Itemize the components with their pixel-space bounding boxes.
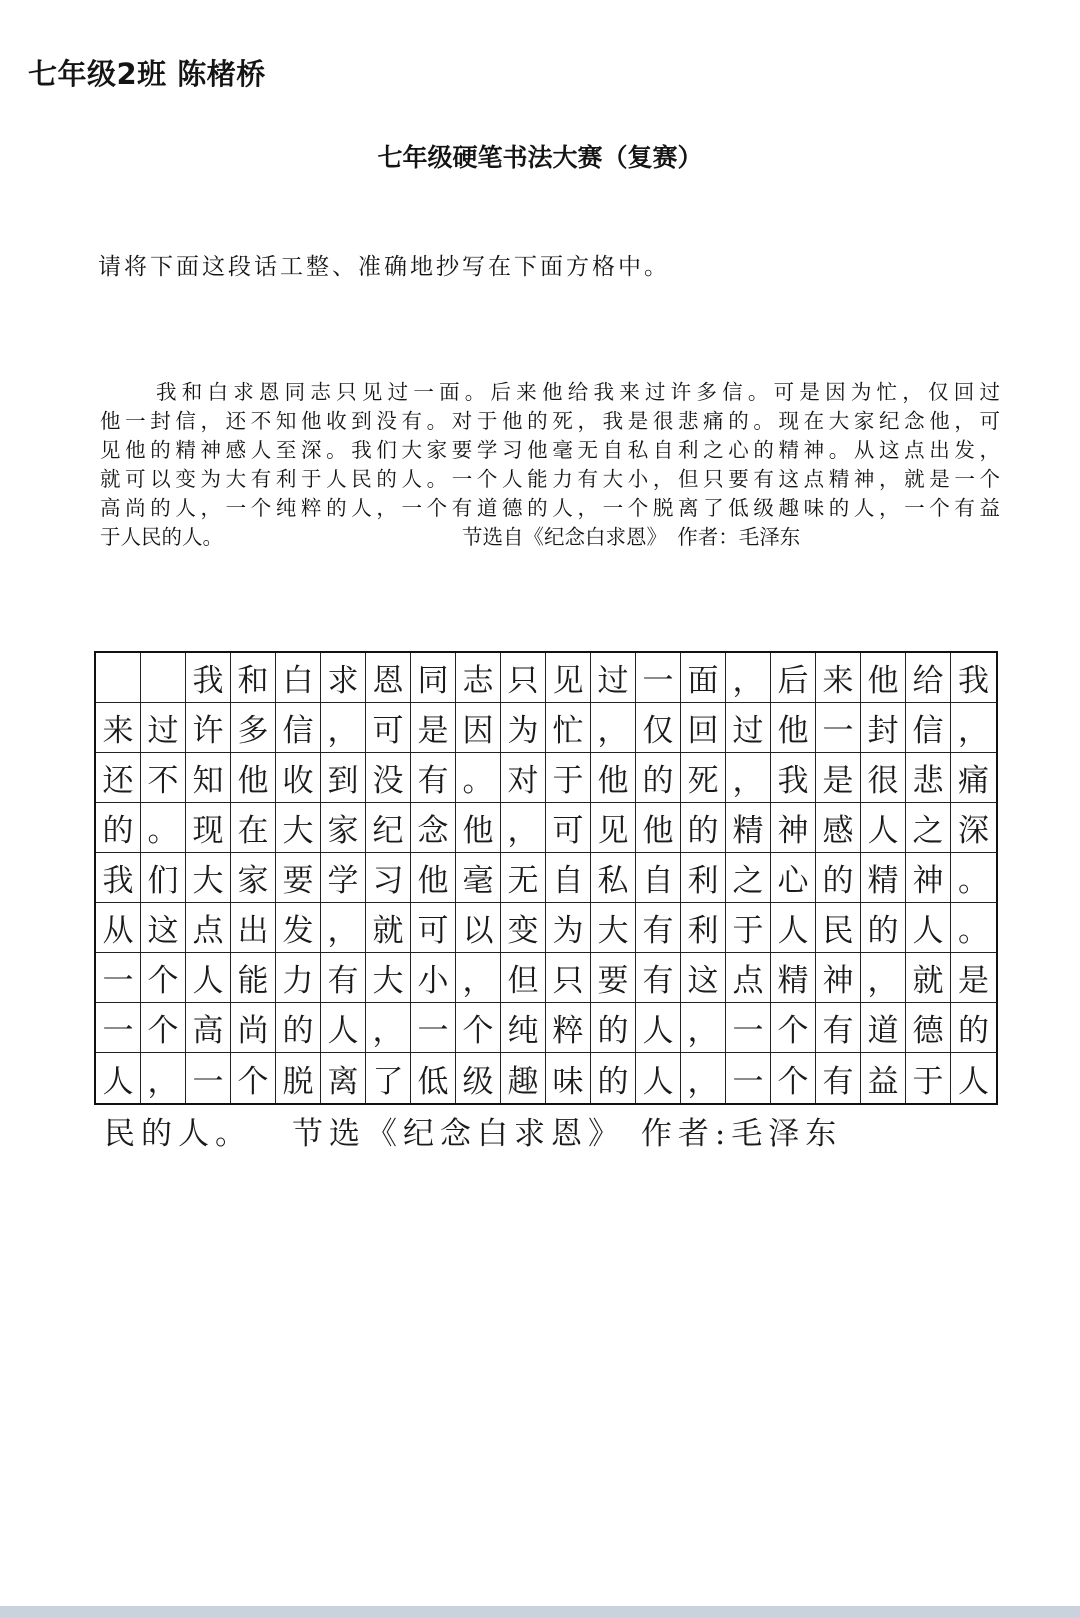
passage-line: 于人民的人。 [100, 525, 223, 549]
grid-cell: 点 [726, 953, 771, 1003]
grid-cell: 家 [321, 803, 366, 853]
grid-cell: 在 [231, 803, 276, 853]
grid-cell: 神 [816, 953, 861, 1003]
grid-cell: 以 [456, 903, 501, 953]
grid-cell: 利 [681, 903, 726, 953]
grid-cell: 自 [546, 853, 591, 903]
grid-cell: 多 [231, 703, 276, 753]
grid-cell: 到 [321, 753, 366, 803]
grid-cell: 只 [546, 953, 591, 1003]
handwritten-trailing-line [104, 1108, 842, 1153]
grid-cell: 之 [726, 853, 771, 903]
student-name: 七年级2班 陈楮桥 [28, 57, 266, 91]
grid-cell: 家 [231, 853, 276, 903]
grid-cell: 他 [411, 853, 456, 903]
grid-cell: 个 [141, 1003, 186, 1053]
grid-cell: 人 [321, 1003, 366, 1053]
grid-cell: 仅 [636, 703, 681, 753]
grid-cell: 纯 [501, 1003, 546, 1053]
grid-cell: 是 [951, 953, 996, 1003]
grid-cell: 一 [726, 1003, 771, 1053]
grid-cell: 他 [771, 703, 816, 753]
grid-cell: 为 [501, 703, 546, 753]
grid-cell: 很 [861, 753, 906, 803]
grid-cell: 道 [861, 1003, 906, 1053]
grid-cell: 精 [726, 803, 771, 853]
grid-cell: 的 [636, 753, 681, 803]
grid-cell: 我 [186, 653, 231, 703]
grid-cell: 能 [231, 953, 276, 1003]
grid-cell: 出 [231, 903, 276, 953]
passage-last-line [100, 523, 1000, 552]
page-title: 七年级硬笔书法大赛（复赛） [377, 143, 703, 172]
grid-cell: 有 [816, 1003, 861, 1053]
grid-cell: 的 [951, 1003, 996, 1053]
grid-cell: 精 [861, 853, 906, 903]
grid-cell: 点 [186, 903, 231, 953]
grid-cell: 于 [546, 753, 591, 803]
grid-cell: ， [861, 953, 906, 1003]
grid-cell: 有 [411, 753, 456, 803]
grid-cell: 大 [366, 953, 411, 1003]
grid-cell: 收 [276, 753, 321, 803]
grid-cell: 的 [276, 1003, 321, 1053]
grid-cell: 利 [681, 853, 726, 903]
grid-cell: 可 [366, 703, 411, 753]
grid-cell: 给 [906, 653, 951, 703]
grid-cell: 心 [771, 853, 816, 903]
grid-cell: 过 [591, 653, 636, 703]
grid-cell: 志 [456, 653, 501, 703]
grid-cell: 益 [861, 1053, 906, 1103]
grid-cell: 毫 [456, 853, 501, 903]
scan-edge-strip [0, 1606, 1080, 1617]
passage-line: 见他的精神感人至深。我们大家要学习他毫无自私自利之心的精神。从这点出发， [100, 438, 1000, 462]
grid-cell: 尚 [231, 1003, 276, 1053]
grid-cell: 回 [681, 703, 726, 753]
grid-cell: 。 [951, 853, 996, 903]
grid-cell: 发 [276, 903, 321, 953]
writing-grid [94, 651, 998, 1105]
grid-cell: 来 [816, 653, 861, 703]
grid-cell: 个 [231, 1053, 276, 1103]
grid-cell: 许 [186, 703, 231, 753]
grid-cell: 忙 [546, 703, 591, 753]
grid-cell: 小 [411, 953, 456, 1003]
grid-cell: 人 [636, 1053, 681, 1103]
grid-cell: 这 [141, 903, 186, 953]
grid-cell: 要 [276, 853, 321, 903]
grid-cell: ， [141, 1053, 186, 1103]
grid-cell: 离 [321, 1053, 366, 1103]
grid-cell: 因 [456, 703, 501, 753]
grid-cell: 封 [861, 703, 906, 753]
grid-cell: 的 [681, 803, 726, 853]
grid-cell: 我 [96, 853, 141, 903]
grid-cell: 他 [591, 753, 636, 803]
grid-cell: 要 [591, 953, 636, 1003]
grid-cell: 的 [816, 853, 861, 903]
grid-cell: 现 [186, 803, 231, 853]
grid-cell: 但 [501, 953, 546, 1003]
grid-cell: 有 [636, 953, 681, 1003]
grid-cell: 面 [681, 653, 726, 703]
grid-cell: ， [321, 703, 366, 753]
grid-cell: 有 [636, 903, 681, 953]
grid-cell: 变 [501, 903, 546, 953]
grid-cell: 人 [636, 1003, 681, 1053]
passage-line: 就可以变为大有利于人民的人。一个人能力有大小，但只要有这点精神，就是一个 [100, 467, 1000, 491]
grid-cell: ， [366, 1003, 411, 1053]
grid-cell: 们 [141, 853, 186, 903]
grid-cell: 之 [906, 803, 951, 853]
grid-cell: 他 [231, 753, 276, 803]
grid-cell: 来 [96, 703, 141, 753]
grid-cell: 就 [366, 903, 411, 953]
grid-cell: 级 [456, 1053, 501, 1103]
grid-cell: 一 [96, 953, 141, 1003]
grid-cell: 高 [186, 1003, 231, 1053]
grid-cell: 过 [141, 703, 186, 753]
grid-cell: ， [681, 1053, 726, 1103]
grid-cell: 神 [906, 853, 951, 903]
grid-cell: 大 [186, 853, 231, 903]
grid-cell: 只 [501, 653, 546, 703]
grid-cell: 他 [861, 653, 906, 703]
grid-cell: 一 [411, 1003, 456, 1053]
grid-cell: 从 [96, 903, 141, 953]
grid-cell: 见 [591, 803, 636, 853]
grid-cell: 于 [726, 903, 771, 953]
grid-cell: 味 [546, 1053, 591, 1103]
grid-cell: 我 [771, 753, 816, 803]
grid-cell: 人 [771, 903, 816, 953]
grid-cell: 人 [186, 953, 231, 1003]
grid-cell: 个 [141, 953, 186, 1003]
grid-cell: 私 [591, 853, 636, 903]
grid-cell: 知 [186, 753, 231, 803]
grid-cell: ， [321, 903, 366, 953]
grid-cell: 的 [96, 803, 141, 853]
grid-cell: 纪 [366, 803, 411, 853]
trailing-source: 节选《纪念白求恩》 作者:毛泽东 [292, 1116, 843, 1152]
passage-source: 节选自《纪念白求恩》 作者：毛泽东 [462, 525, 801, 549]
grid-cell: 我 [951, 653, 996, 703]
grid-cell: 自 [636, 853, 681, 903]
grid-cell: 人 [958, 1063, 989, 1100]
grid-cell: 一 [96, 1003, 141, 1053]
grid-cell [141, 653, 186, 703]
grid-cell: 。 [456, 753, 501, 803]
grid-cell: ， [681, 1003, 726, 1053]
grid-cell: 念 [411, 803, 456, 853]
grid-cell: 大 [591, 903, 636, 953]
grid-cell: 个 [771, 1053, 816, 1103]
grid-cell: 神 [771, 803, 816, 853]
source-passage [100, 378, 1000, 552]
grid-cell: ， [591, 703, 636, 753]
grid-cell: 一 [636, 653, 681, 703]
grid-cell: 力 [276, 953, 321, 1003]
grid-cell: 后 [771, 653, 816, 703]
grid-cell: 粹 [546, 1003, 591, 1053]
grid-cell: 一 [186, 1053, 231, 1103]
passage-line: 高尚的人，一个纯粹的人，一个有道德的人，一个脱离了低级趣味的人，一个有益 [100, 496, 1000, 520]
grid-cell: 和 [231, 653, 276, 703]
grid-cell: 信 [906, 703, 951, 753]
grid-cell: 悲 [906, 753, 951, 803]
grid-cell: 深 [951, 803, 996, 853]
grid-cell: 人 [906, 903, 951, 953]
grid-cell: 民 [816, 903, 861, 953]
grid-cell: 一 [726, 1053, 771, 1103]
grid-cell: 。 [951, 903, 996, 953]
grid-cell: ， [456, 953, 501, 1003]
grid-cell: 可 [546, 803, 591, 853]
passage-line: 我和白求恩同志只见过一面。后来他给我来过许多信。可是因为忙，仅回过 [156, 380, 1000, 404]
grid-cell: ， [501, 803, 546, 853]
passage-line: 他一封信，还不知他收到没有。对于他的死，我是很悲痛的。现在大家纪念他，可 [100, 409, 1000, 433]
grid-cell: 死 [681, 753, 726, 803]
grid-cell: 的 [591, 1003, 636, 1053]
grid-cell: ， [726, 753, 771, 803]
grid-cell: 同 [411, 653, 456, 703]
grid-cell: 人 [96, 1053, 141, 1103]
grid-cell: 个 [771, 1003, 816, 1053]
grid-cell: 没 [366, 753, 411, 803]
grid-cell: 趣 [501, 1053, 546, 1103]
grid-cell: 的 [861, 903, 906, 953]
grid-cell: 他 [636, 803, 681, 853]
grid-cell: 于 [906, 1053, 951, 1103]
grid-cell: 不 [141, 753, 186, 803]
grid-cell: 大 [276, 803, 321, 853]
grid-cell: 过 [726, 703, 771, 753]
grid-cell: 德 [906, 1003, 951, 1053]
grid-cell: 了 [366, 1053, 411, 1103]
instruction-text: 请将下面这段话工整、准确地抄写在下面方格中。 [98, 254, 670, 280]
grid-cell: 低 [411, 1053, 456, 1103]
grid-cell: 他 [456, 803, 501, 853]
grid-cell: 就 [906, 953, 951, 1003]
grid-cell: 一 [816, 703, 861, 753]
grid-cell: 的 [591, 1053, 636, 1103]
grid-cell: 求 [321, 653, 366, 703]
grid-cell: ， [726, 653, 771, 703]
grid-cell: 学 [321, 853, 366, 903]
grid-cell: 痛 [951, 753, 996, 803]
grid-cell: 有 [816, 1053, 861, 1103]
grid-cell: ， [951, 703, 996, 753]
grid-cell: 无 [501, 853, 546, 903]
grid-cell [96, 653, 141, 703]
grid-cell: 这 [681, 953, 726, 1003]
grid-cell: 信 [276, 703, 321, 753]
grid-cell: 为 [546, 903, 591, 953]
grid-cell: 可 [411, 903, 456, 953]
trailing-text: 民的人。 [104, 1116, 252, 1152]
grid-cell: 精 [771, 953, 816, 1003]
grid-cell: 有 [321, 953, 366, 1003]
grid-cell: 是 [411, 703, 456, 753]
grid-cell: 脱 [276, 1053, 321, 1103]
grid-cell: 对 [501, 753, 546, 803]
grid-cell: 还 [96, 753, 141, 803]
grid-cell: 白 [276, 653, 321, 703]
grid-cell: 恩 [366, 653, 411, 703]
grid-cell: 是 [816, 753, 861, 803]
grid-cell: 感 [816, 803, 861, 853]
grid-cell: 见 [546, 653, 591, 703]
grid-cell: 个 [456, 1003, 501, 1053]
grid-cell: 。 [141, 803, 186, 853]
grid-cell: 人 [861, 803, 906, 853]
grid-cell: 习 [366, 853, 411, 903]
